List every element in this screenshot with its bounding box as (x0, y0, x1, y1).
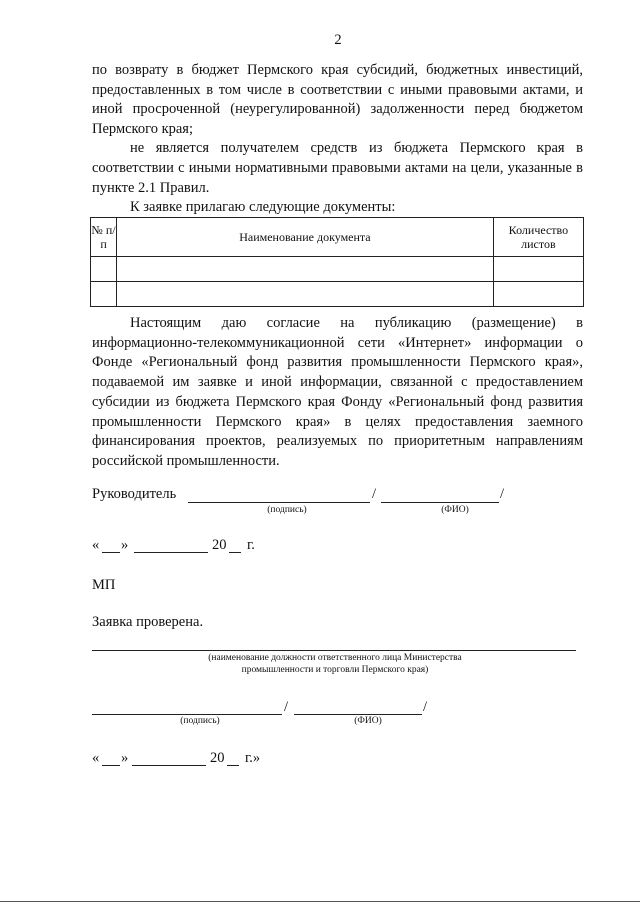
cell-sheet-count[interactable] (493, 257, 583, 282)
page-edge-line (0, 901, 640, 902)
table-row (91, 282, 584, 307)
separator-slash: / (284, 699, 289, 715)
head-fio-line[interactable] (381, 502, 499, 503)
signature-caption: (подпись) (267, 505, 307, 515)
verifier-fio-caption: (ФИО) (354, 716, 382, 726)
separator-slash: / (372, 486, 377, 502)
paragraph-text: не является получателем средств из бюджета Пермского края в соответствии с иными нормативными правовыми актами на цели, указанные в пункте 2.1 Правил. (92, 140, 583, 196)
year-prefix: 20 (212, 537, 227, 553)
verification-year-line[interactable] (227, 765, 239, 766)
year-prefix: 20 (210, 750, 225, 766)
table-row (91, 257, 584, 282)
verifier-signature-line[interactable] (92, 714, 282, 715)
paragraph-budget-debt (92, 61, 583, 218)
stamp-label: МП (92, 577, 116, 593)
verification-label: Заявка проверена. (92, 614, 204, 630)
date-month-line[interactable] (134, 552, 208, 553)
date-open-quote: « (92, 750, 100, 766)
date-open-quote: « (92, 537, 100, 553)
paragraph-text: Настоящим даю согласие на публикацию (размещение) в информационно-телекоммуникационной сети «Интернет» информации о Фонде «Региональный фонд развития промышленности Пермского края», подаваемой им заявке и иной информации, связанной с предоставлением субсидии из бюджета Пермского края Фонду «Региональный фонд развития промышленности Пермского края» в целях предоставления заемного финансирования проектов, реализуемых по приоритетным направлениям российской промышленности. (92, 315, 583, 469)
cell-document-name[interactable] (117, 282, 494, 307)
documents-table (90, 217, 584, 307)
header-sheet-count: Количество листов (493, 218, 583, 257)
head-signature-line[interactable] (188, 502, 370, 503)
separator-slash: / (423, 699, 428, 715)
verifier-fio-line[interactable] (294, 714, 422, 715)
date-year-line[interactable] (229, 552, 241, 553)
date-close-quote: » (121, 750, 129, 766)
attached-docs-intro: К заявке прилагаю следующие документы: (130, 199, 396, 216)
date-close-quote: » (121, 537, 129, 553)
separator-slash: / (500, 486, 505, 502)
position-caption: (наименование должности ответственного лица Министерства промышленности и торговли Пермского края) (208, 653, 462, 675)
verification-day-line[interactable] (102, 765, 120, 766)
page-number: 2 (334, 32, 342, 48)
paragraph-text: по возврату в бюджет Пермского края субсидий, бюджетных инвестиций, предоставленных в том числе в соответствии с иными правовыми актами, и иной просроченной (неурегулированной) задолженности перед бюджетом Пермского края; (92, 62, 583, 137)
year-suffix: г.» (245, 750, 261, 766)
cell-sheet-count[interactable] (493, 282, 583, 307)
position-line[interactable] (92, 650, 576, 651)
cell-number[interactable] (91, 282, 117, 307)
table-header-row (91, 218, 584, 257)
verification-month-line[interactable] (132, 765, 206, 766)
cell-document-name[interactable] (117, 257, 494, 282)
fio-caption: (ФИО) (441, 505, 469, 515)
consent-paragraph (92, 314, 583, 472)
header-document-name: Наименование документа (117, 218, 494, 257)
head-label: Руководитель (92, 486, 177, 502)
verifier-signature-caption: (подпись) (180, 716, 220, 726)
cell-number[interactable] (91, 257, 117, 282)
year-suffix: г. (247, 537, 255, 553)
date-day-line[interactable] (102, 552, 120, 553)
header-number: № п/п (91, 218, 117, 257)
